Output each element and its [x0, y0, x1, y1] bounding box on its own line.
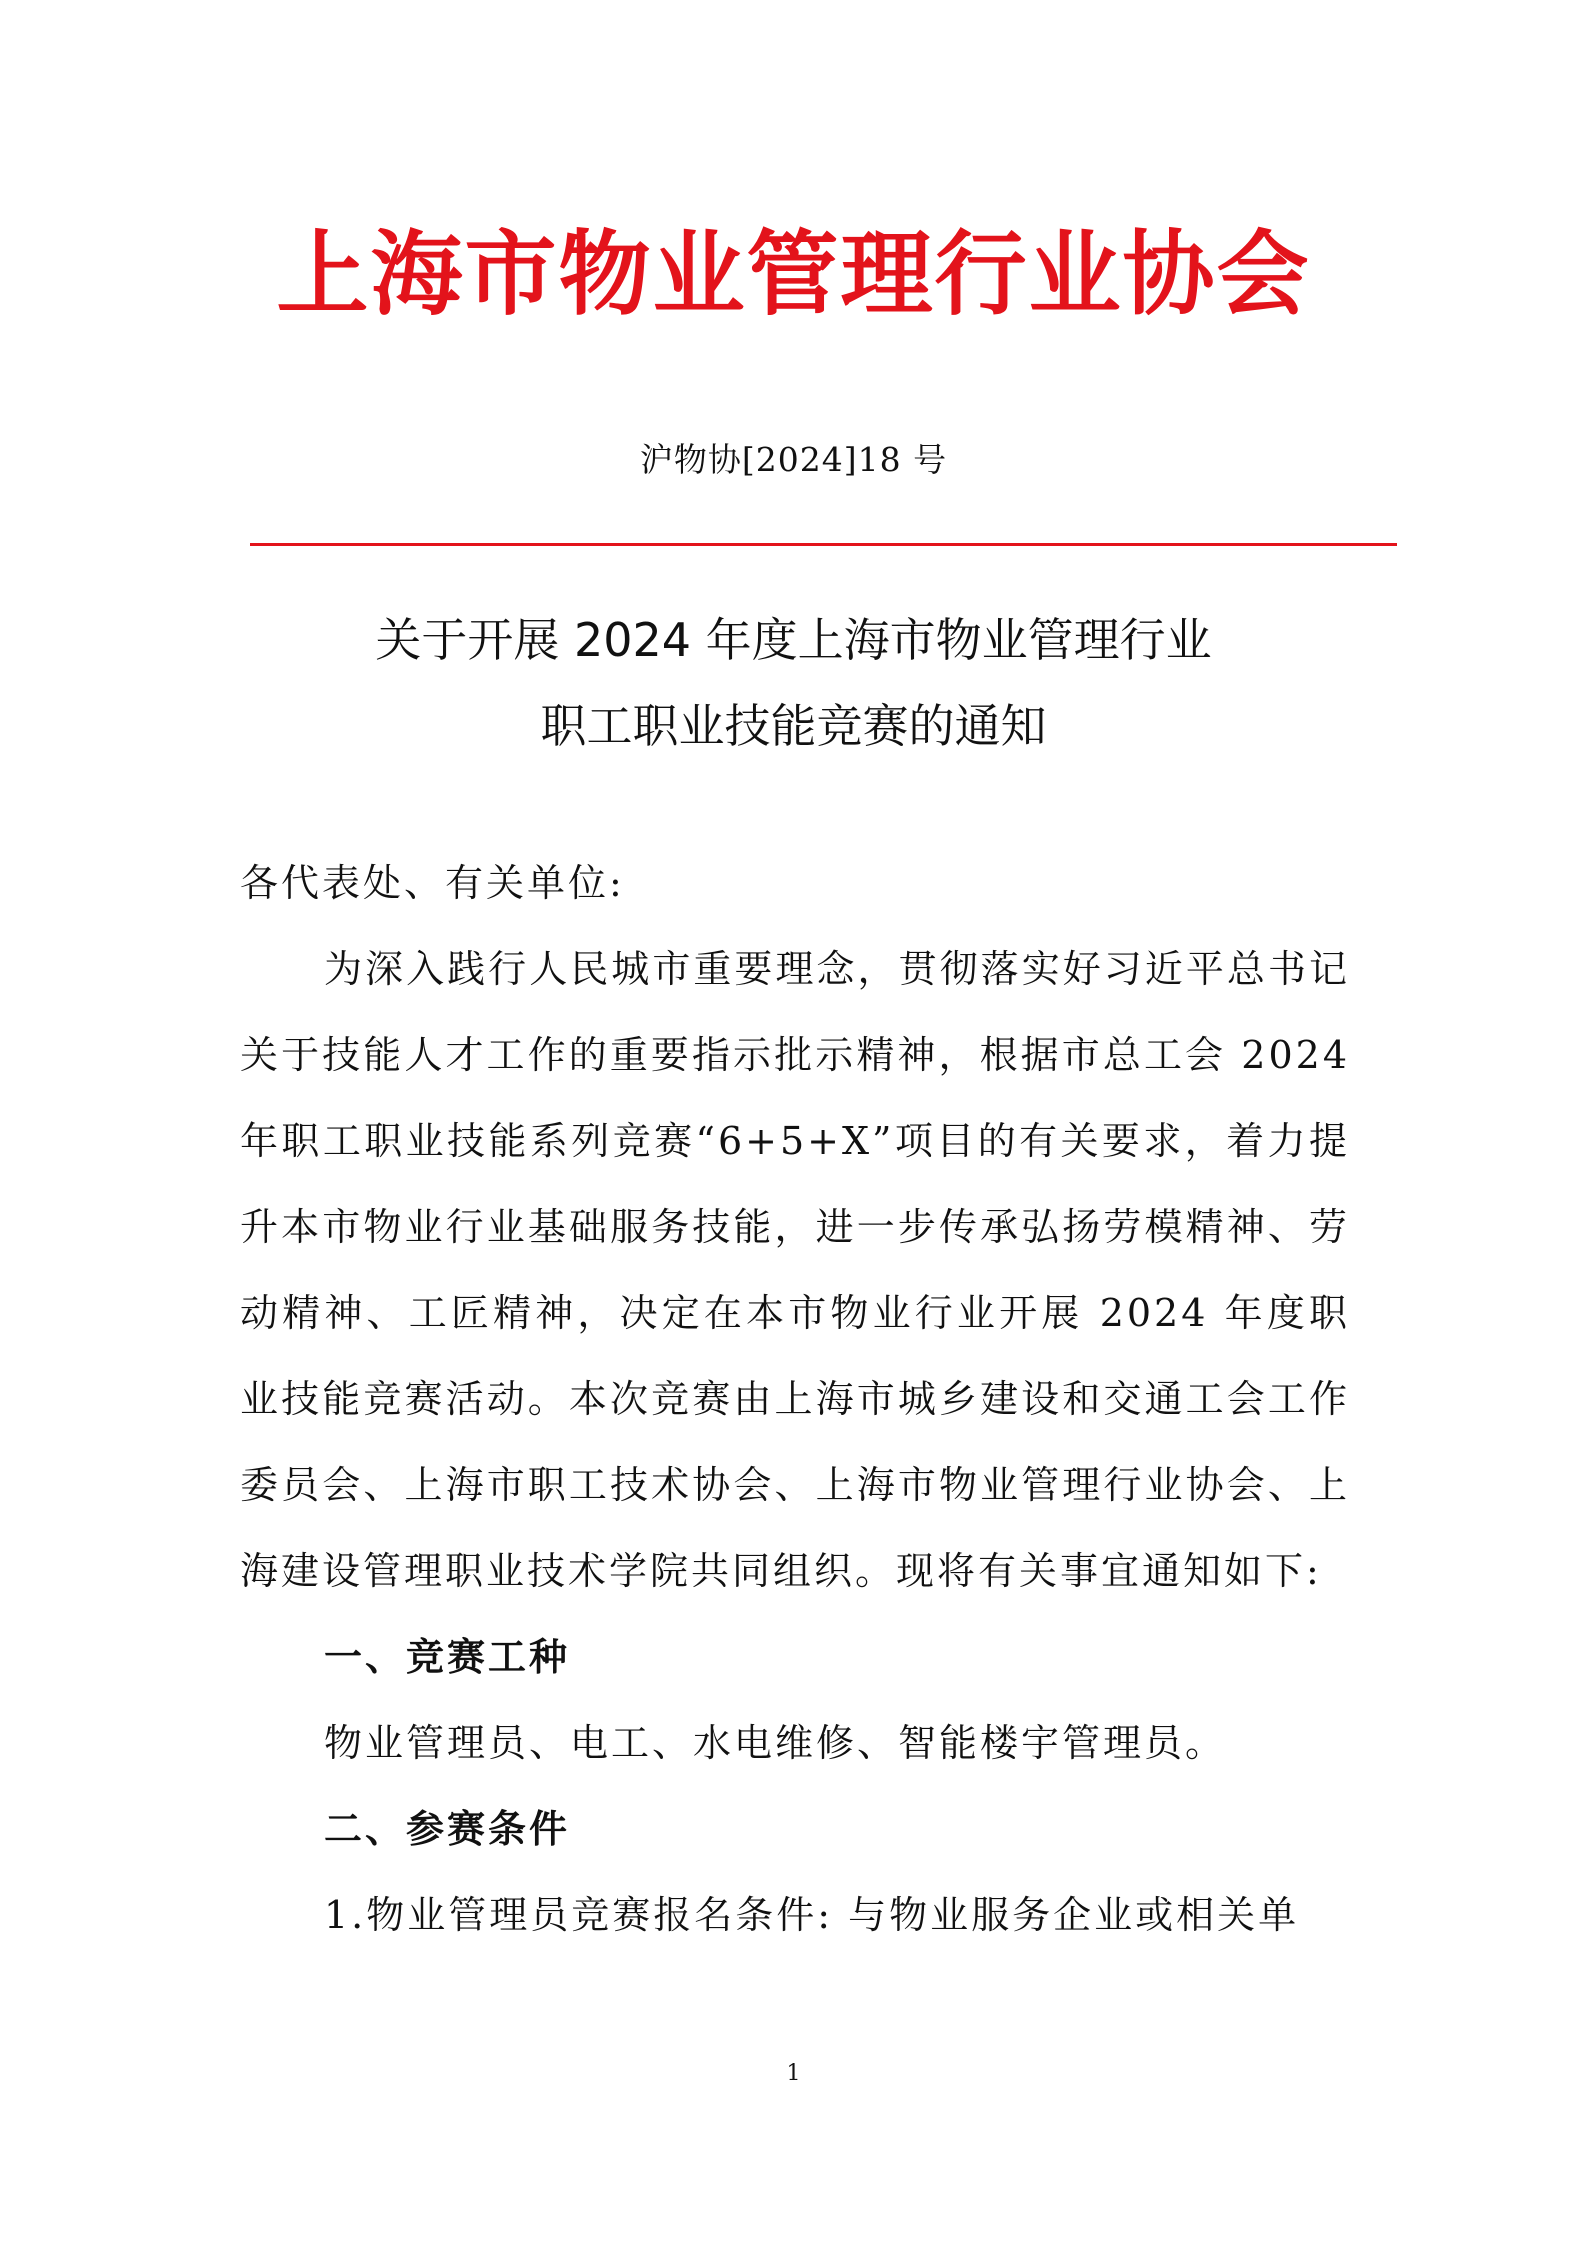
title-line-2: 职工职业技能竞赛的通知 — [540, 699, 1047, 753]
section-text-competition-types: 物业管理员、电工、水电维修、智能楼宇管理员。 — [324, 1721, 1227, 1765]
title-line-1: 关于开展 2024 年度上海市物业管理行业 — [375, 613, 1212, 667]
red-divider-line — [250, 543, 1397, 546]
intro-paragraph: 为深入践行人民城市重要理念，贯彻落实好习近平总书记关于技能人才工作的重要指示批示精神，根据市总工会 2024 年职工职业技能系列竞赛“6+5+X”项目的有关要求，着力提升本市物业行业基础服务技能，进一步传承弘扬劳模精神、劳动精神、工匠精神，决定在本市物业行业开展 2024 年度职业技能竞赛活动。本次竞赛由上海市城乡建设和交通工会工作委员会、上海市职工技术协会、上海市物业管理行业协会、上海建设管理职业技术学院共同组织。现将有关事宜通知如下: — [240, 947, 1350, 1593]
notice-title — [0, 597, 1587, 769]
masthead-org-name: 上海市物业管理行业协会 — [276, 221, 1311, 328]
notice-body — [240, 840, 1350, 1958]
page-number: 1 — [786, 2061, 801, 2086]
section-heading-eligibility: 二、参赛条件 — [324, 1807, 571, 1851]
section-heading-competition-types: 一、竞赛工种 — [324, 1635, 571, 1679]
eligibility-item-1: 1.物业管理员竞赛报名条件: 与物业服务企业或相关单 — [324, 1893, 1300, 1937]
salutation: 各代表处、有关单位: — [240, 861, 625, 905]
document-number: 沪物协[2024]18 号 — [639, 440, 948, 479]
